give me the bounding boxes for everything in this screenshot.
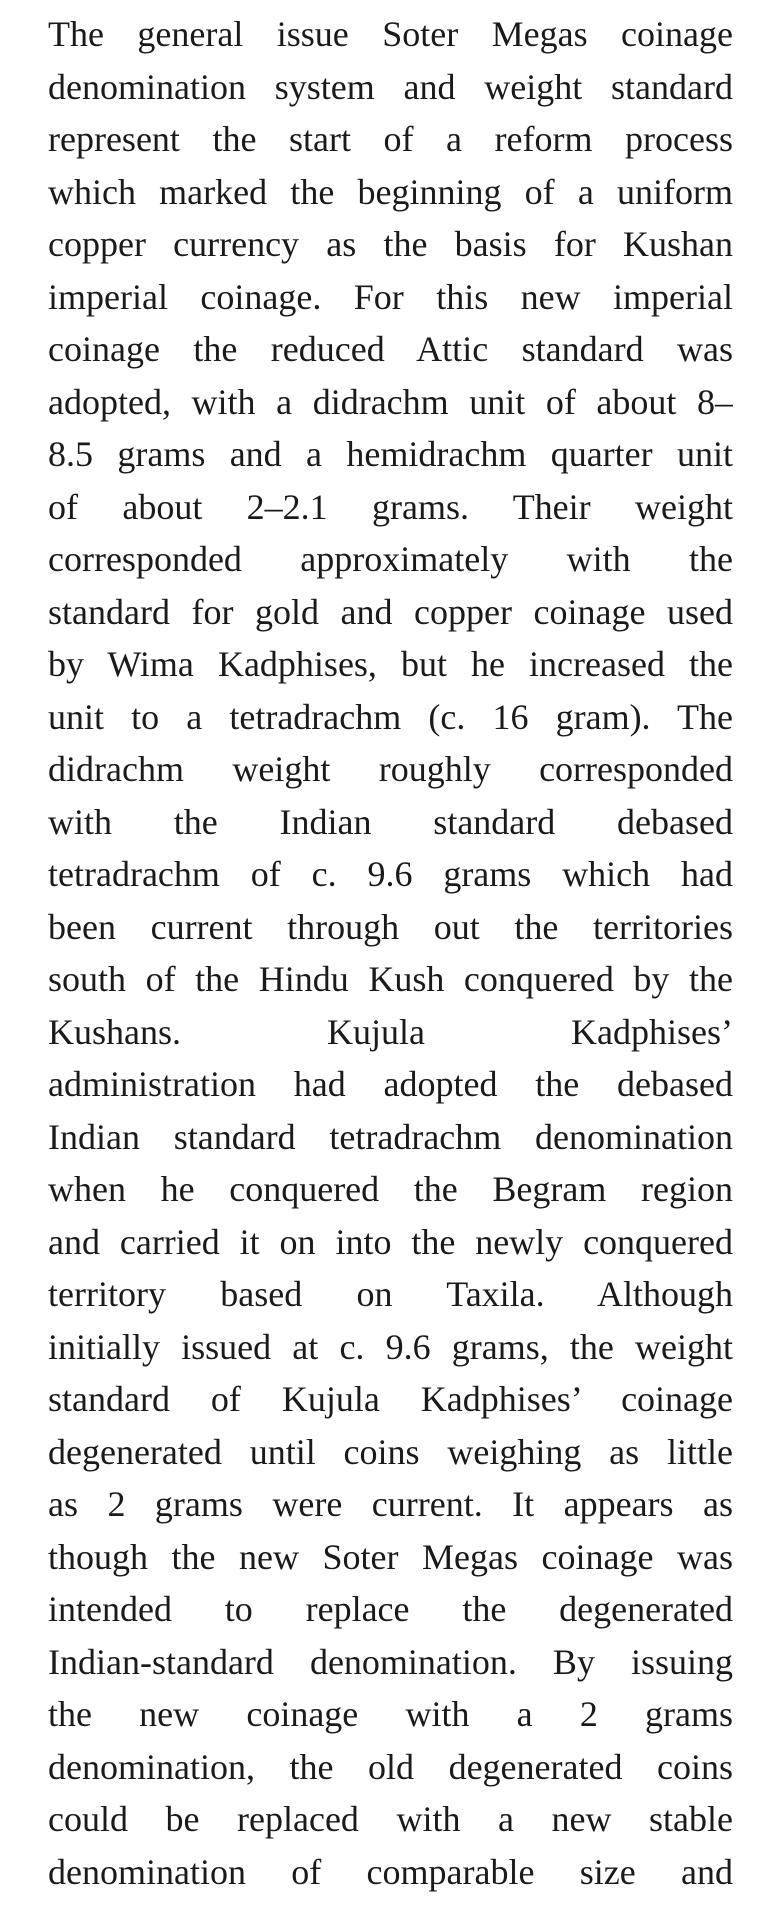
text-line: corresponded approximately with the	[48, 539, 733, 579]
text-line: which marked the beginning of a uniform	[48, 171, 733, 212]
text-line: initially issued at c. 9.6 grams, the weight	[48, 1326, 733, 1367]
text-line: intended to replace the degenerated	[48, 1589, 733, 1629]
text-line: degenerated until coins weighing as little	[48, 1431, 733, 1472]
document-body	[48, 8, 733, 1898]
text-line: Indian standard tetradrachm denomination	[48, 1116, 733, 1157]
text-line: denomination of comparable size and	[48, 1851, 733, 1892]
text-line: though the new Soter Megas coinage was	[48, 1536, 733, 1577]
text-line: administration had adopted the debased	[48, 1064, 733, 1104]
text-line: Indian-standard denomination. By issuing	[48, 1641, 733, 1682]
text-line: been current through out the territories	[48, 906, 733, 947]
text-line: of about 2–2.1 grams. Their weight	[48, 486, 733, 527]
text-line: denomination, the old degenerated coins	[48, 1746, 733, 1787]
text-line: unit to a tetradrachm (c. 16 gram). The	[48, 696, 733, 737]
text-line: denomination system and weight standard	[48, 66, 733, 107]
text-line: and carried it on into the newly conquered	[48, 1221, 733, 1262]
text-line: territory based on Taxila. Although	[48, 1274, 733, 1314]
text-line: with the Indian standard debased	[48, 801, 733, 842]
text-line: by Wima Kadphises, but he increased the	[48, 644, 733, 684]
text-line: adopted, with a didrachm unit of about 8–	[48, 381, 733, 422]
text-line: south of the Hindu Kush conquered by the	[48, 959, 733, 999]
text-line: copper currency as the basis for Kushan	[48, 224, 733, 264]
text-line: represent the start of a reform process	[48, 119, 733, 159]
text-line: when he conquered the Begram region	[48, 1169, 733, 1209]
text-line: standard for gold and copper coinage used	[48, 591, 733, 632]
text-line: 8.5 grams and a hemidrachm quarter unit	[48, 434, 733, 474]
text-line: tetradrachm of c. 9.6 grams which had	[48, 854, 733, 894]
text-line: imperial coinage. For this new imperial	[48, 276, 733, 317]
text-line: The general issue Soter Megas coinage	[48, 14, 733, 54]
text-line: the new coinage with a 2 grams	[48, 1694, 733, 1734]
text-line: standard of Kujula Kadphises’ coinage	[48, 1379, 733, 1419]
text-line: Kushans. Kujula Kadphises’	[48, 1011, 733, 1052]
text-line: could be replaced with a new stable	[48, 1799, 733, 1839]
text-line: coinage the reduced Attic standard was	[48, 329, 733, 369]
text-line: didrachm weight roughly corresponded	[48, 749, 733, 789]
text-line: as 2 grams were current. It appears as	[48, 1484, 733, 1524]
